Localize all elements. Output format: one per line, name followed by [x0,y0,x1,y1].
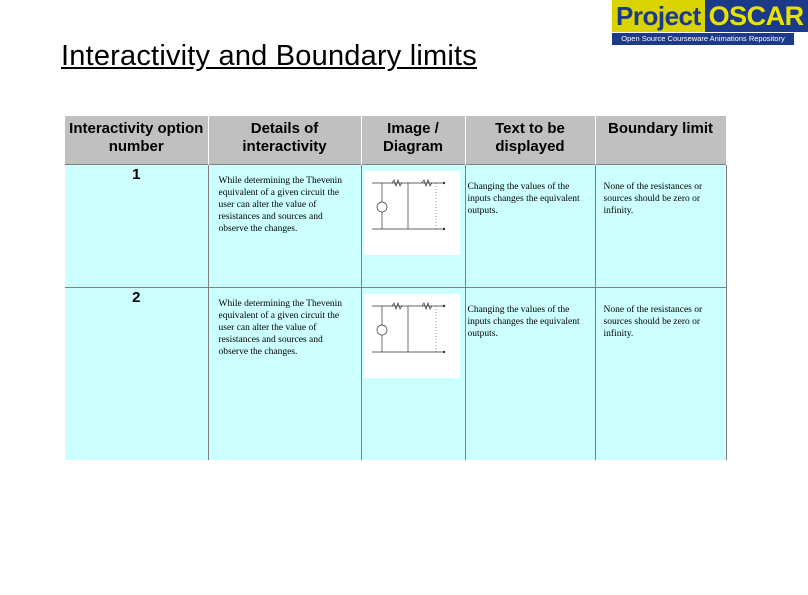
logo-word-oscar: OSCAR [705,0,808,32]
header-option-number: Interactivity option number [65,116,208,165]
thevenin-circuit-diagram [364,294,460,378]
thevenin-circuit-diagram [364,171,460,255]
row-details: While determining the Thevenin equivalent of a given circuit the user can alter the value of resistances and sources and observe the changes. [208,165,361,288]
row-display-text: Changing the values of the inputs changes the equivalent outputs. [465,165,595,288]
header-text: Text to be displayed [465,116,595,165]
row-number: 1 [65,165,208,288]
slide-title: Interactivity and Boundary limits [61,40,477,72]
row-boundary-limit: None of the resistances or sources should be zero or infinity. [595,165,726,288]
row-details: While determining the Thevenin equivalent of a given circuit the user can alter the value of resistances and sources and observe the changes. [208,288,361,461]
row-boundary-limit: None of the resistances or sources should be zero or infinity. [595,288,726,461]
table-row [65,165,726,288]
row-image-cell [361,165,465,288]
logo-subtitle: Open Source Courseware Animations Repository [612,33,794,45]
table-row [65,288,726,461]
logo-word-project: Project [612,0,705,32]
header-boundary: Boundary limit [595,116,726,165]
table-header-row [65,116,726,165]
row-number: 2 [65,288,208,461]
row-display-text: Changing the values of the inputs changes the equivalent outputs. [465,288,595,461]
interactivity-table [65,116,727,460]
header-details: Details of interactivity [208,116,361,165]
header-image: Image / Diagram [361,116,465,165]
row-image-cell [361,288,465,461]
project-oscar-logo [612,0,804,46]
